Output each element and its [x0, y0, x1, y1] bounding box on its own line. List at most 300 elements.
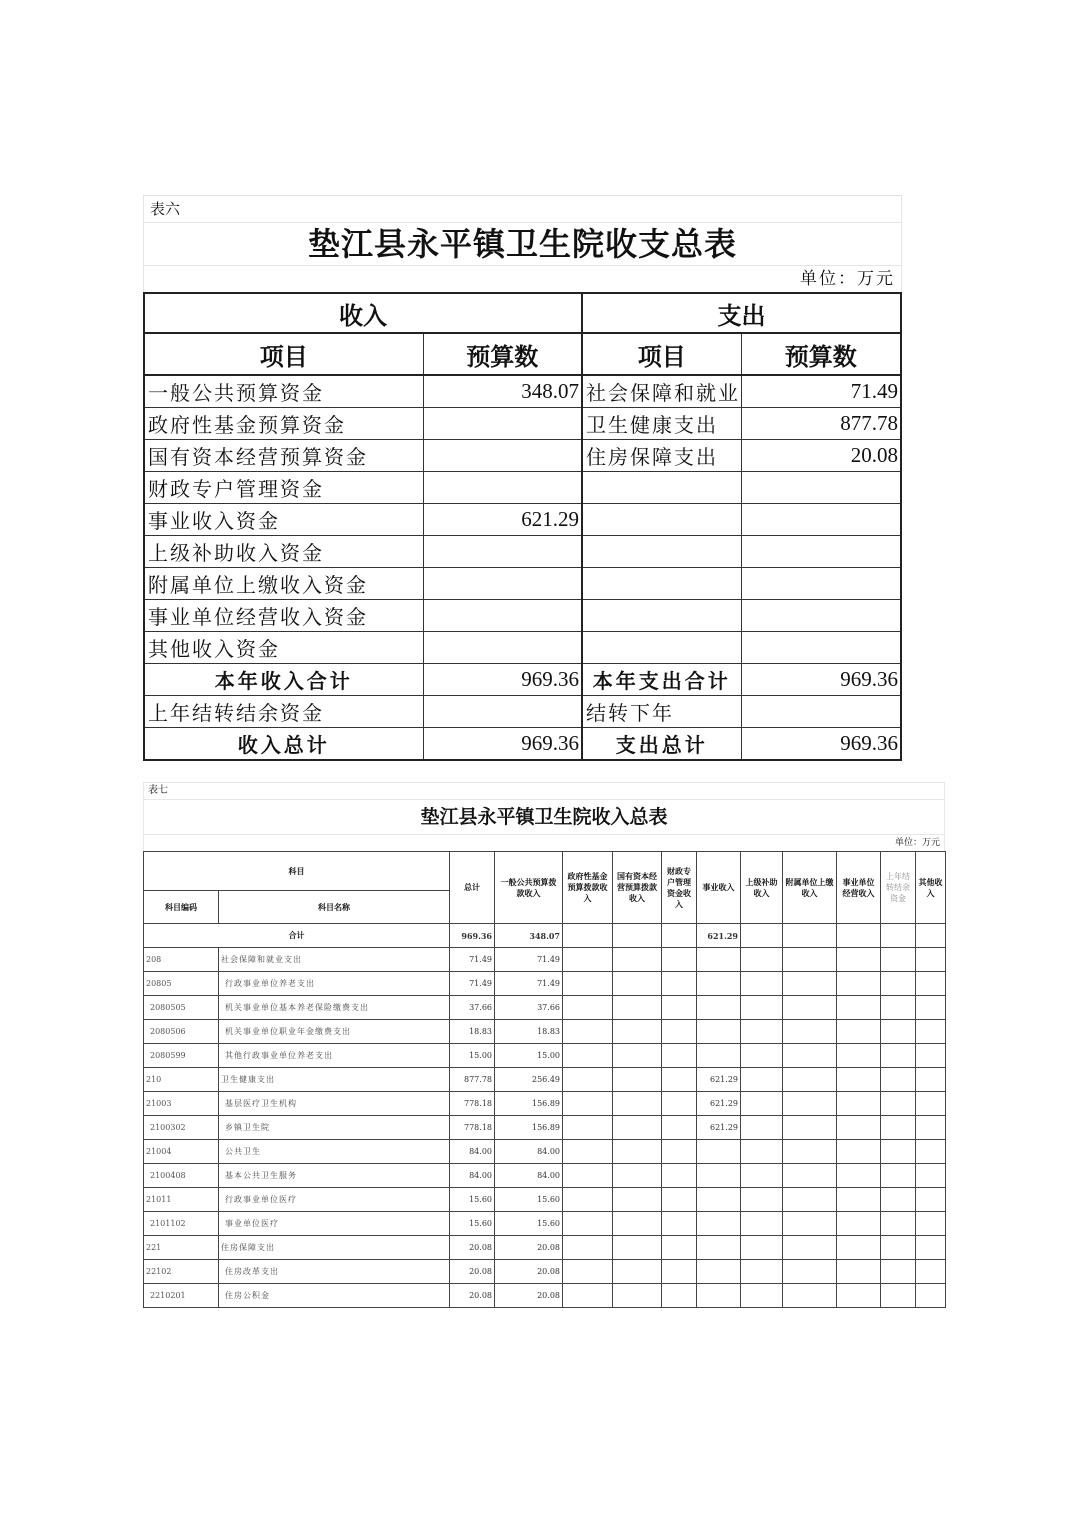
subject-code: 20805 [144, 972, 219, 996]
subject-code: 2080505 [144, 996, 219, 1020]
table7-row [144, 1284, 946, 1308]
income-value [613, 1140, 662, 1164]
income-value [837, 1212, 881, 1236]
income-value [783, 1044, 837, 1068]
income-value [697, 1140, 741, 1164]
income-value [697, 972, 741, 996]
expense-item-header: 项目 [582, 333, 741, 375]
income-budget-value [423, 600, 582, 632]
income-value: 20.08 [495, 1284, 563, 1308]
income-value [662, 1140, 697, 1164]
income-value [837, 1260, 881, 1284]
income-value [741, 1260, 783, 1284]
subject-code: 2100408 [144, 1164, 219, 1188]
table7-row [144, 1020, 946, 1044]
subject-name: 事业单位医疗 [219, 1212, 450, 1236]
income-value [697, 1212, 741, 1236]
income-value: 84.00 [450, 1140, 495, 1164]
expense-section-header: 支出 [582, 293, 901, 333]
total-row-value [916, 924, 946, 948]
income-item-name: 财政专户管理资金 [144, 472, 423, 504]
total-row-value: 969.36 [450, 924, 495, 948]
table7-row [144, 1116, 946, 1140]
income-value: 778.18 [450, 1116, 495, 1140]
expense-item-name: 社会保障和就业 [582, 375, 741, 408]
income-value [837, 1164, 881, 1188]
income-value [697, 1188, 741, 1212]
income-value [613, 1116, 662, 1140]
income-value [697, 1284, 741, 1308]
income-section-header: 收入 [144, 293, 582, 333]
income-value [837, 1092, 881, 1116]
income-value [916, 1068, 946, 1092]
expense-item-name: 支出总计 [582, 728, 741, 761]
income-value [662, 948, 697, 972]
table7-row [144, 948, 946, 972]
table6-row [144, 504, 901, 536]
income-value [916, 1260, 946, 1284]
income-item-name: 国有资本经营预算资金 [144, 440, 423, 472]
income-value [916, 1092, 946, 1116]
income-value [662, 1092, 697, 1116]
income-value: 18.83 [450, 1020, 495, 1044]
income-value [662, 1212, 697, 1236]
income-value [662, 1260, 697, 1284]
expense-item-name: 卫生健康支出 [582, 408, 741, 440]
income-value [662, 1188, 697, 1212]
income-value [741, 1236, 783, 1260]
subject-name: 卫生健康支出 [219, 1068, 450, 1092]
table7-row [144, 1260, 946, 1284]
income-value [837, 1068, 881, 1092]
expense-budget-value: 969.36 [741, 664, 901, 696]
income-value [837, 1020, 881, 1044]
income-value [563, 1260, 613, 1284]
total-row-value [837, 924, 881, 948]
table6-row [144, 472, 901, 504]
expense-item-name [582, 600, 741, 632]
income-value [613, 972, 662, 996]
expense-item-name: 本年支出合计 [582, 664, 741, 696]
income-value [741, 1116, 783, 1140]
table7-header-row-1 [144, 852, 946, 891]
income-value: 15.60 [450, 1188, 495, 1212]
income-value [837, 1116, 881, 1140]
income-value: 156.89 [495, 1116, 563, 1140]
income-value [563, 1044, 613, 1068]
income-value [783, 948, 837, 972]
income-value: 37.66 [495, 996, 563, 1020]
col-header-state-capital: 国有资本经营预算拨款收入 [613, 852, 662, 924]
income-item-header: 项目 [144, 333, 423, 375]
col-header-total: 总计 [450, 852, 495, 924]
col-header-other-income: 其他收入 [916, 852, 946, 924]
income-value: 256.49 [495, 1068, 563, 1092]
income-value [783, 1260, 837, 1284]
table7-unit: 单位：万元 [143, 835, 945, 851]
income-value: 20.08 [495, 1236, 563, 1260]
income-value [916, 1044, 946, 1068]
income-budget-value: 969.36 [423, 664, 582, 696]
income-value: 71.49 [495, 948, 563, 972]
income-value [783, 996, 837, 1020]
expense-item-name [582, 504, 741, 536]
income-value [881, 972, 916, 996]
col-header-carryover: 上年结转结余资金 [881, 852, 916, 924]
income-value [741, 1188, 783, 1212]
income-value [881, 1236, 916, 1260]
table6-row [144, 536, 901, 568]
subject-name: 基层医疗卫生机构 [219, 1092, 450, 1116]
income-value [741, 1092, 783, 1116]
income-value: 15.00 [495, 1044, 563, 1068]
income-value [697, 1044, 741, 1068]
income-value [613, 1236, 662, 1260]
subject-code-header: 科目编码 [144, 891, 219, 924]
income-value [837, 1140, 881, 1164]
col-header-general-budget: 一般公共预算拨款收入 [495, 852, 563, 924]
table6-row [144, 440, 901, 472]
income-value [697, 996, 741, 1020]
income-value [613, 1044, 662, 1068]
table6-row [144, 728, 901, 761]
income-value [783, 1140, 837, 1164]
table6-row [144, 408, 901, 440]
income-value [563, 1188, 613, 1212]
income-value [697, 1164, 741, 1188]
income-item-name: 其他收入资金 [144, 632, 423, 664]
income-item-name: 本年收入合计 [144, 664, 423, 696]
income-value [741, 1068, 783, 1092]
income-value: 20.08 [495, 1260, 563, 1284]
table7-income-summary [143, 782, 945, 1308]
income-value [783, 1236, 837, 1260]
income-budget-header: 预算数 [423, 333, 582, 375]
table6-label: 表六 [144, 196, 901, 223]
col-header-operating-income: 事业单位经营收入 [837, 852, 881, 924]
col-header-affiliated-unit: 附属单位上缴收入 [783, 852, 837, 924]
income-value [783, 972, 837, 996]
table6-header [143, 195, 902, 292]
table6-title: 垫江县永平镇卫生院收支总表 [144, 223, 901, 266]
income-value [881, 1188, 916, 1212]
subject-code: 2101102 [144, 1212, 219, 1236]
income-value [741, 948, 783, 972]
income-value [916, 1020, 946, 1044]
subject-name: 住房改革支出 [219, 1260, 450, 1284]
subject-name: 住房公积金 [219, 1284, 450, 1308]
income-value [881, 1284, 916, 1308]
subject-code: 21003 [144, 1092, 219, 1116]
subject-name: 其他行政事业单位养老支出 [219, 1044, 450, 1068]
expense-item-name [582, 536, 741, 568]
subject-code: 2100302 [144, 1116, 219, 1140]
income-value [563, 1092, 613, 1116]
income-value: 621.29 [697, 1092, 741, 1116]
table6-row [144, 664, 901, 696]
income-value [613, 1164, 662, 1188]
total-row-value: 621.29 [697, 924, 741, 948]
income-value [613, 948, 662, 972]
subject-code: 2080599 [144, 1044, 219, 1068]
income-value [697, 1260, 741, 1284]
table7-total-row [144, 924, 946, 948]
income-budget-value [423, 440, 582, 472]
income-value [783, 1020, 837, 1044]
subject-name: 公共卫生 [219, 1140, 450, 1164]
table6-row [144, 375, 901, 408]
table7-grid [143, 851, 946, 1308]
income-value: 84.00 [495, 1140, 563, 1164]
income-value [741, 1140, 783, 1164]
expense-budget-value [741, 536, 901, 568]
income-value [881, 996, 916, 1020]
income-budget-value: 348.07 [423, 375, 582, 408]
subject-code: 21004 [144, 1140, 219, 1164]
table7-row [144, 972, 946, 996]
table6-row [144, 568, 901, 600]
income-value [662, 1164, 697, 1188]
income-value [662, 1068, 697, 1092]
subject-name: 机关事业单位基本养老保险缴费支出 [219, 996, 450, 1020]
income-budget-value [423, 536, 582, 568]
income-value [697, 1020, 741, 1044]
table7-row [144, 996, 946, 1020]
income-value: 71.49 [450, 972, 495, 996]
income-value [881, 1068, 916, 1092]
income-value [662, 996, 697, 1020]
income-item-name: 事业收入资金 [144, 504, 423, 536]
income-value [563, 1116, 613, 1140]
table7-label: 表七 [143, 782, 945, 800]
income-value [741, 996, 783, 1020]
total-row-value [563, 924, 613, 948]
income-item-name: 上级补助收入资金 [144, 536, 423, 568]
income-value [783, 1092, 837, 1116]
income-value [837, 1284, 881, 1308]
table7-row [144, 1092, 946, 1116]
income-value [563, 996, 613, 1020]
income-value [881, 1140, 916, 1164]
expense-budget-value [741, 472, 901, 504]
income-value: 15.60 [495, 1212, 563, 1236]
table7-row [144, 1044, 946, 1068]
income-value: 18.83 [495, 1020, 563, 1044]
subject-code: 2210201 [144, 1284, 219, 1308]
income-value [563, 1236, 613, 1260]
col-header-gov-fund: 政府性基金预算拨款收入 [563, 852, 613, 924]
table7-title: 垫江县永平镇卫生院收入总表 [143, 800, 945, 835]
income-value [881, 1116, 916, 1140]
income-value: 877.78 [450, 1068, 495, 1092]
income-value [563, 972, 613, 996]
total-row-value: 348.07 [495, 924, 563, 948]
income-value [881, 1044, 916, 1068]
income-value [662, 1116, 697, 1140]
income-value: 778.18 [450, 1092, 495, 1116]
income-budget-value [423, 472, 582, 504]
expense-item-name [582, 632, 741, 664]
subject-name: 社会保障和就业支出 [219, 948, 450, 972]
income-value [613, 996, 662, 1020]
subject-code: 221 [144, 1236, 219, 1260]
income-value [613, 1260, 662, 1284]
expense-budget-value [741, 632, 901, 664]
income-value [613, 1188, 662, 1212]
income-value [563, 948, 613, 972]
income-value [613, 1284, 662, 1308]
income-value [916, 948, 946, 972]
income-value [697, 948, 741, 972]
income-budget-value: 969.36 [423, 728, 582, 761]
income-value [916, 1140, 946, 1164]
income-value [563, 1164, 613, 1188]
subject-name: 行政事业单位医疗 [219, 1188, 450, 1212]
table7-row [144, 1236, 946, 1260]
subject-code: 22102 [144, 1260, 219, 1284]
income-value [881, 1260, 916, 1284]
expense-item-name [582, 568, 741, 600]
subject-name: 住房保障支出 [219, 1236, 450, 1260]
income-value: 71.49 [495, 972, 563, 996]
income-value [916, 996, 946, 1020]
income-value: 84.00 [450, 1164, 495, 1188]
income-value [783, 1164, 837, 1188]
income-value: 20.08 [450, 1284, 495, 1308]
income-budget-value [423, 696, 582, 728]
income-value [613, 1020, 662, 1044]
table6-section-row [144, 293, 901, 333]
income-value [741, 972, 783, 996]
income-value: 621.29 [697, 1116, 741, 1140]
expense-item-name: 住房保障支出 [582, 440, 741, 472]
expense-budget-value: 969.36 [741, 728, 901, 761]
total-row-value [881, 924, 916, 948]
income-value [613, 1212, 662, 1236]
income-value [613, 1092, 662, 1116]
income-value [916, 972, 946, 996]
expense-item-name: 结转下年 [582, 696, 741, 728]
subject-name: 乡镇卫生院 [219, 1116, 450, 1140]
income-value [916, 1236, 946, 1260]
total-row-value [783, 924, 837, 948]
income-value [563, 1020, 613, 1044]
income-item-name: 事业单位经营收入资金 [144, 600, 423, 632]
income-value: 37.66 [450, 996, 495, 1020]
income-item-name: 一般公共预算资金 [144, 375, 423, 408]
table7-row [144, 1164, 946, 1188]
table7-row [144, 1188, 946, 1212]
income-value [881, 1092, 916, 1116]
income-value [837, 1236, 881, 1260]
income-value: 84.00 [495, 1164, 563, 1188]
subject-code: 2080506 [144, 1020, 219, 1044]
income-value: 15.60 [495, 1188, 563, 1212]
income-budget-value [423, 632, 582, 664]
income-value [697, 1236, 741, 1260]
income-item-name: 附属单位上缴收入资金 [144, 568, 423, 600]
income-value [563, 1140, 613, 1164]
subject-name: 行政事业单位养老支出 [219, 972, 450, 996]
income-value [563, 1212, 613, 1236]
income-value [837, 948, 881, 972]
income-value [783, 1116, 837, 1140]
subject-header: 科目 [144, 852, 450, 891]
total-row-value [662, 924, 697, 948]
col-header-superior-subsidy: 上级补助收入 [741, 852, 783, 924]
income-value: 71.49 [450, 948, 495, 972]
income-value [837, 1044, 881, 1068]
total-row-value [613, 924, 662, 948]
income-budget-value [423, 408, 582, 440]
income-value [916, 1188, 946, 1212]
income-value [741, 1020, 783, 1044]
subject-name: 基本公共卫生服务 [219, 1164, 450, 1188]
income-value [881, 1020, 916, 1044]
subject-name: 机关事业单位职业年金缴费支出 [219, 1020, 450, 1044]
subject-code: 21011 [144, 1188, 219, 1212]
income-value [662, 1236, 697, 1260]
income-value [662, 1020, 697, 1044]
income-value [662, 972, 697, 996]
expense-budget-value [741, 568, 901, 600]
income-value [783, 1284, 837, 1308]
income-value [837, 1188, 881, 1212]
income-value [916, 1284, 946, 1308]
income-value: 15.60 [450, 1212, 495, 1236]
expense-budget-value [741, 504, 901, 536]
income-value: 20.08 [450, 1260, 495, 1284]
income-budget-value: 621.29 [423, 504, 582, 536]
income-value [783, 1212, 837, 1236]
income-value [783, 1188, 837, 1212]
income-value [662, 1044, 697, 1068]
subject-name-header: 科目名称 [219, 891, 450, 924]
expense-budget-header: 预算数 [741, 333, 901, 375]
total-row-label: 合计 [144, 924, 450, 948]
table6-income-expense-summary [143, 195, 902, 761]
table7-row [144, 1212, 946, 1236]
expense-budget-value [741, 600, 901, 632]
table7-row [144, 1068, 946, 1092]
table6-row [144, 696, 901, 728]
expense-budget-value: 20.08 [741, 440, 901, 472]
subject-code: 210 [144, 1068, 219, 1092]
income-value [741, 1284, 783, 1308]
income-value [916, 1116, 946, 1140]
col-header-special-account: 财政专户管理资金收入 [662, 852, 697, 924]
income-value [563, 1284, 613, 1308]
income-value [837, 996, 881, 1020]
income-value: 621.29 [697, 1068, 741, 1092]
income-value [741, 1164, 783, 1188]
income-value: 20.08 [450, 1236, 495, 1260]
income-value [613, 1068, 662, 1092]
income-value [741, 1044, 783, 1068]
income-value [837, 972, 881, 996]
table6-column-header-row [144, 333, 901, 375]
income-value [563, 1068, 613, 1092]
table6-grid [143, 292, 902, 761]
income-value [916, 1212, 946, 1236]
income-value: 156.89 [495, 1092, 563, 1116]
income-item-name: 收入总计 [144, 728, 423, 761]
table6-row [144, 632, 901, 664]
expense-item-name [582, 472, 741, 504]
expense-budget-value: 71.49 [741, 375, 901, 408]
expense-budget-value [741, 696, 901, 728]
expense-budget-value: 877.78 [741, 408, 901, 440]
